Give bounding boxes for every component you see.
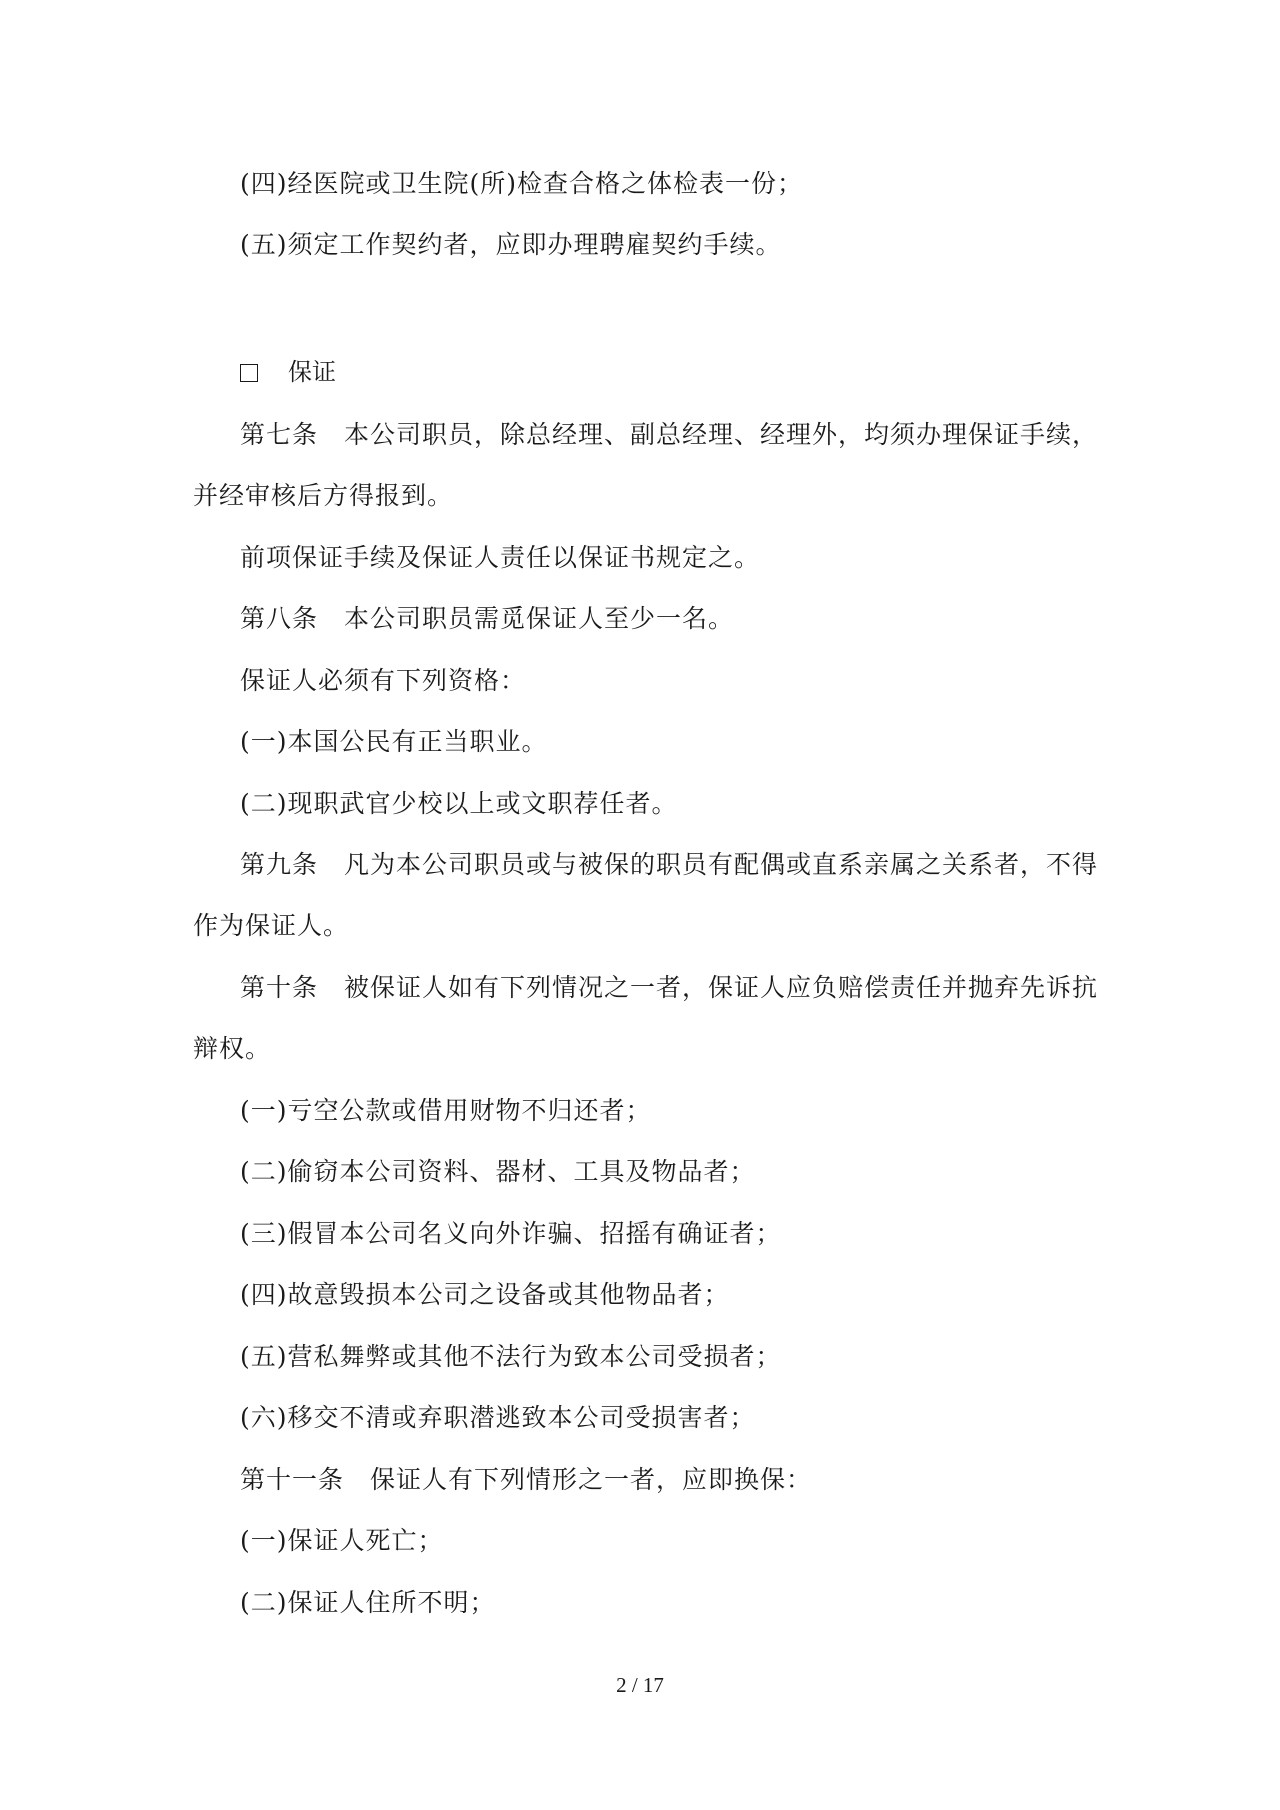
clause-line: 保证人必须有下列资格：	[240, 666, 527, 695]
article-10-continued: 辩权。	[193, 1034, 272, 1063]
article-7-continued: 并经审核后方得报到。	[193, 481, 454, 510]
article-9: 第九条 凡为本公司职员或与被保的职员有配偶或直系亲属之关系者，不得	[240, 850, 1099, 879]
list-item: (一)保证人死亡；	[240, 1526, 444, 1555]
article-9-continued: 作为保证人。	[193, 911, 350, 940]
list-item: (五)营私舞弊或其他不法行为致本公司受损者；	[240, 1342, 782, 1371]
article-7: 第七条 本公司职员，除总经理、副总经理、经理外，均须办理保证手续，	[240, 420, 1099, 449]
article-11: 第十一条 保证人有下列情形之一者，应即换保：	[240, 1465, 813, 1494]
list-item: (三)假冒本公司名义向外诈骗、招摇有确证者；	[240, 1219, 782, 1248]
list-item: (六)移交不清或弃职潜逃致本公司受损害者；	[240, 1403, 756, 1432]
section-heading	[240, 357, 336, 387]
list-item: (二)偷窃本公司资料、器材、工具及物品者；	[240, 1157, 756, 1186]
checkbox-icon	[240, 364, 258, 382]
article-8: 第八条 本公司职员需觅保证人至少一名。	[240, 604, 735, 633]
list-item: (二)现职武官少校以上或文职荐任者。	[240, 789, 678, 818]
list-item: (一)亏空公款或借用财物不归还者；	[240, 1096, 652, 1125]
clause-line: (五)须定工作契约者，应即办理聘雇契约手续。	[240, 230, 782, 259]
page-number: 2 / 17	[616, 1673, 664, 1697]
article-10: 第十条 被保证人如有下列情况之一者，保证人应负赔偿责任并抛弃先诉抗	[240, 973, 1099, 1002]
section-heading-text: 保证	[288, 358, 336, 386]
list-item: (二)保证人住所不明；	[240, 1588, 496, 1617]
list-item: (一)本国公民有正当职业。	[240, 727, 548, 756]
list-item: (四)故意毁损本公司之设备或其他物品者；	[240, 1280, 730, 1309]
clause-line: (四)经医院或卫生院(所)检查合格之体检表一份；	[240, 169, 804, 198]
clause-line: 前项保证手续及保证人责任以保证书规定之。	[240, 543, 761, 572]
